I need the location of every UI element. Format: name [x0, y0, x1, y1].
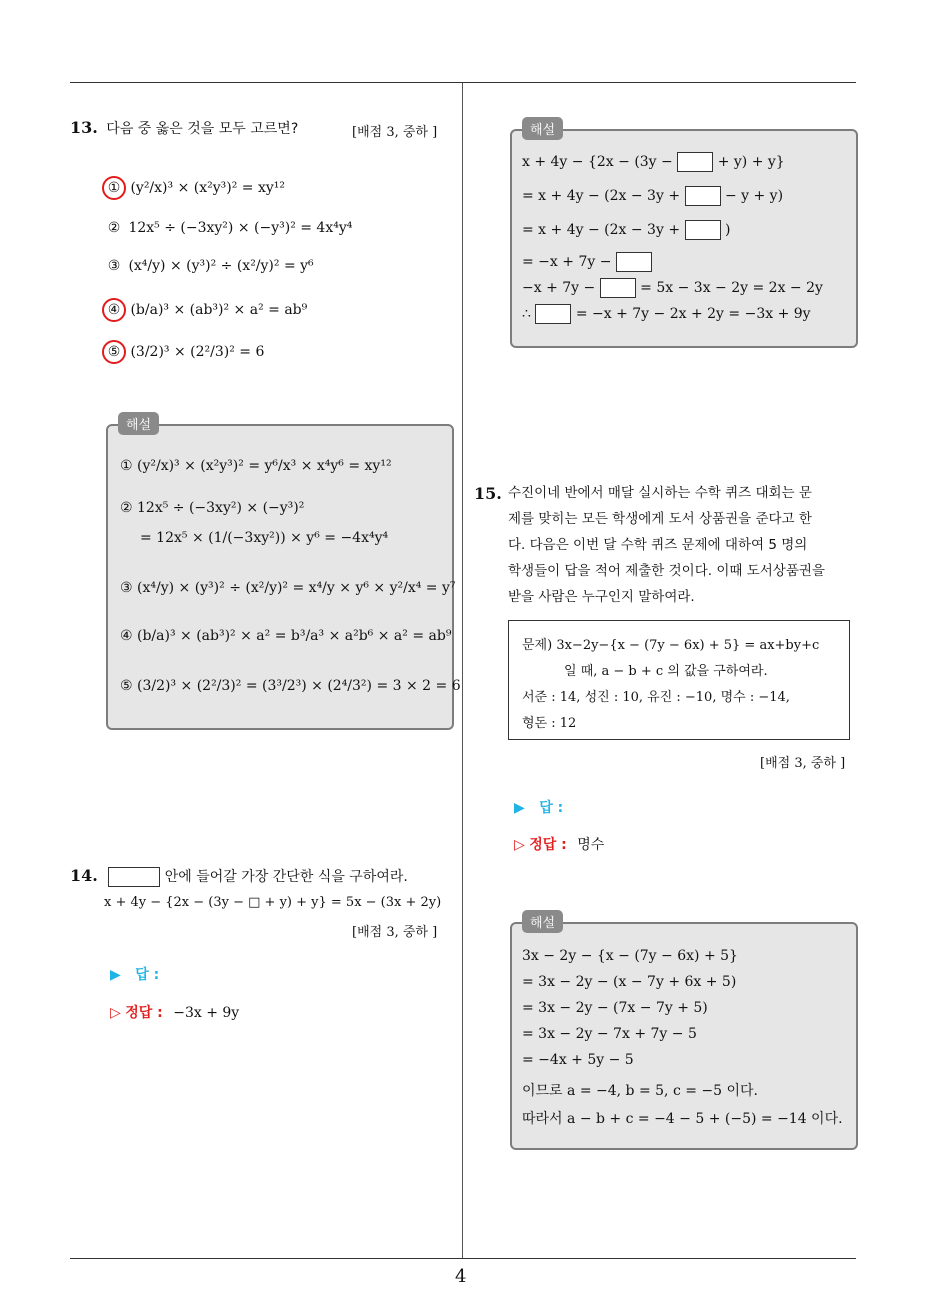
q13-option-5-expr: (3/2)³ × (2²/3)² = 6 — [130, 344, 265, 360]
q15-solution-tag: 해설 — [522, 910, 563, 933]
q14-key-value: −3x + 9y — [173, 1005, 240, 1021]
q13-option-1[interactable] — [104, 176, 285, 200]
q13-meta: [배점 3, 중하 ] — [352, 125, 438, 140]
outline-arrow-icon: ▷ — [110, 1005, 121, 1021]
q13-solution-line: ① (y²/x)³ × (x²y³)² = y⁶/x³ × x⁴y⁶ = xy¹² — [120, 458, 392, 474]
q14-question: 안에 들어갈 가장 간단한 식을 구하여라. — [164, 869, 408, 885]
q15-answer-label: 답 : — [539, 800, 564, 816]
blank-box — [535, 304, 571, 324]
q14-header — [70, 866, 408, 887]
q13-solution-line: ⑤ (3/2)³ × (2²/3)² = (3³/2³) × (2⁴/3²) = 3 × 2 = 6 — [120, 678, 461, 694]
q15-problem-line: 형돈 : 12 — [522, 716, 577, 731]
q15-solution-line: 따라서 a − b + c = −4 − 5 + (−5) = −14 이다. — [522, 1111, 843, 1127]
q13-option-5[interactable] — [104, 340, 264, 364]
q13-solution-line: ③ (x⁴/y) × (y³)² ÷ (x²/y)² = x⁴/y × y⁶ × y²/x⁴ = y⁷ — [120, 580, 456, 596]
q15-key — [514, 834, 604, 854]
q13-option-3[interactable] — [104, 258, 314, 274]
q15-solution-line: = 3x − 2y − 7x + 7y − 5 — [522, 1026, 697, 1042]
page-number: 4 — [455, 1266, 467, 1287]
bottom-rule — [70, 1258, 856, 1259]
q14-meta: [배점 3, 중하 ] — [352, 925, 438, 940]
option-number: ② — [107, 220, 121, 236]
blank-box — [616, 252, 652, 272]
answer-mark-circle: ⑤ — [102, 340, 126, 364]
sol-text: = x + 4y − (2x − 3y + — [522, 222, 681, 238]
q13-solution-line: ② 12x⁵ ÷ (−3xy²) × (−y³)² — [120, 500, 305, 516]
blank-box — [685, 186, 721, 206]
blank-box — [677, 152, 713, 172]
blank-box — [685, 220, 721, 240]
q13-option-1-expr: (y²/x)³ × (x²y³)² = xy¹² — [130, 180, 285, 196]
play-arrow-icon: ▶ — [110, 967, 121, 983]
q15-question-line: 받을 사람은 누구인지 말하여라. — [508, 589, 695, 605]
q15-solution-line: = 3x − 2y − (7x − 7y + 5) — [522, 1000, 708, 1016]
q15-question-line: 수진이네 반에서 매달 실시하는 수학 퀴즈 대회는 문 — [508, 485, 812, 501]
q14-solution-line — [522, 304, 811, 324]
q15-question — [508, 480, 882, 610]
q15-key-label: 정답 : — [529, 837, 567, 853]
q15-solution-line: 3x − 2y − {x − (7y − 6x) + 5} — [522, 948, 738, 964]
q14-solution-line — [522, 252, 652, 272]
q13-solution-tag: 해설 — [118, 412, 159, 435]
q14-solution-line — [522, 152, 785, 172]
column-divider — [462, 83, 463, 1258]
q15-meta: [배점 3, 중하 ] — [760, 756, 846, 771]
sol-text: − y + y) — [724, 188, 784, 204]
q13-option-2[interactable] — [104, 220, 352, 236]
option-number: ③ — [107, 258, 121, 274]
q13-header — [70, 118, 298, 138]
q15-problem-line: 서준 : 14, 성진 : 10, 유진 : −10, 명수 : −14, — [522, 690, 790, 705]
q13-question: 다음 중 옳은 것을 모두 고르면? — [106, 121, 299, 137]
q14-number: 14. — [70, 866, 98, 885]
sol-text: ∴ — [522, 306, 531, 322]
q15-question-line: 제를 맞히는 모든 학생에게 도서 상품권을 준다고 한 — [508, 511, 812, 527]
q15-question-line: 학생들이 답을 적어 제출한 것이다. 이때 도서상품권을 — [508, 563, 825, 579]
q13-solution-line: = 12x⁵ × (1/(−3xy²)) × y⁶ = −4x⁴y⁴ — [140, 530, 389, 546]
q14-key — [110, 1002, 239, 1022]
q13-option-2-expr: 12x⁵ ÷ (−3xy²) × (−y³)² = 4x⁴y⁴ — [128, 220, 353, 236]
q14-answer-label: 답 : — [135, 967, 160, 983]
q15-problem-line: 일 때, a − b + c 의 값을 구하여라. — [564, 664, 768, 679]
blank-box — [600, 278, 636, 298]
outline-arrow-icon: ▷ — [514, 837, 525, 853]
answer-mark-circle: ④ — [102, 298, 126, 322]
q14-solution-tag: 해설 — [522, 117, 563, 140]
sol-text: = −x + 7y − — [522, 254, 612, 270]
q13-option-4-expr: (b/a)³ × (ab³)² × a² = ab⁹ — [130, 302, 308, 318]
play-arrow-icon: ▶ — [514, 800, 525, 816]
sol-text: + y) + y} — [717, 154, 785, 170]
top-rule — [70, 82, 856, 83]
q15-problem-line: 문제) 3x−2y−{x − (7y − 6x) + 5} = ax+by+c — [522, 638, 820, 653]
q13-option-4[interactable] — [104, 298, 307, 322]
answer-mark-circle: ① — [102, 176, 126, 200]
q14-key-label: 정답 : — [125, 1005, 163, 1021]
sol-text: = 5x − 3x − 2y = 2x − 2y — [640, 280, 823, 296]
sol-text: = x + 4y − (2x − 3y + — [522, 188, 681, 204]
sol-text: = −x + 7y − 2x + 2y = −3x + 9y — [575, 306, 811, 322]
q14-equation: x + 4y − {2x − (3y − □ + y) + y} = 5x − (3x + 2y) — [104, 895, 442, 910]
q14-blank-box — [108, 867, 160, 887]
q15-question-line: 다. 다음은 이번 달 수학 퀴즈 문제에 대하여 5 명의 — [508, 537, 808, 553]
q15-solution-line: = −4x + 5y − 5 — [522, 1052, 634, 1068]
q13-option-3-expr: (x⁴/y) × (y³)² ÷ (x²/y)² = y⁶ — [128, 258, 314, 274]
q14-solution-line — [522, 186, 783, 206]
q15-key-value: 명수 — [577, 837, 605, 853]
q15-solution-line: 이므로 a = −4, b = 5, c = −5 이다. — [522, 1083, 758, 1099]
q13-number: 13. — [70, 118, 98, 137]
sol-text: x + 4y − {2x − (3y − — [522, 154, 673, 170]
q14-solution-line — [522, 278, 823, 298]
q15-number: 15. — [474, 484, 502, 503]
sol-text: ) — [724, 222, 731, 238]
q15-answer-field[interactable] — [514, 797, 563, 817]
q13-solution-line: ④ (b/a)³ × (ab³)² × a² = b³/a³ × a²b⁶ × a² = ab⁹ — [120, 628, 452, 644]
q15-solution-line: = 3x − 2y − (x − 7y + 6x + 5) — [522, 974, 737, 990]
q14-solution-line — [522, 220, 730, 240]
sol-text: −x + 7y − — [522, 280, 596, 296]
q14-answer-field[interactable] — [110, 964, 159, 984]
